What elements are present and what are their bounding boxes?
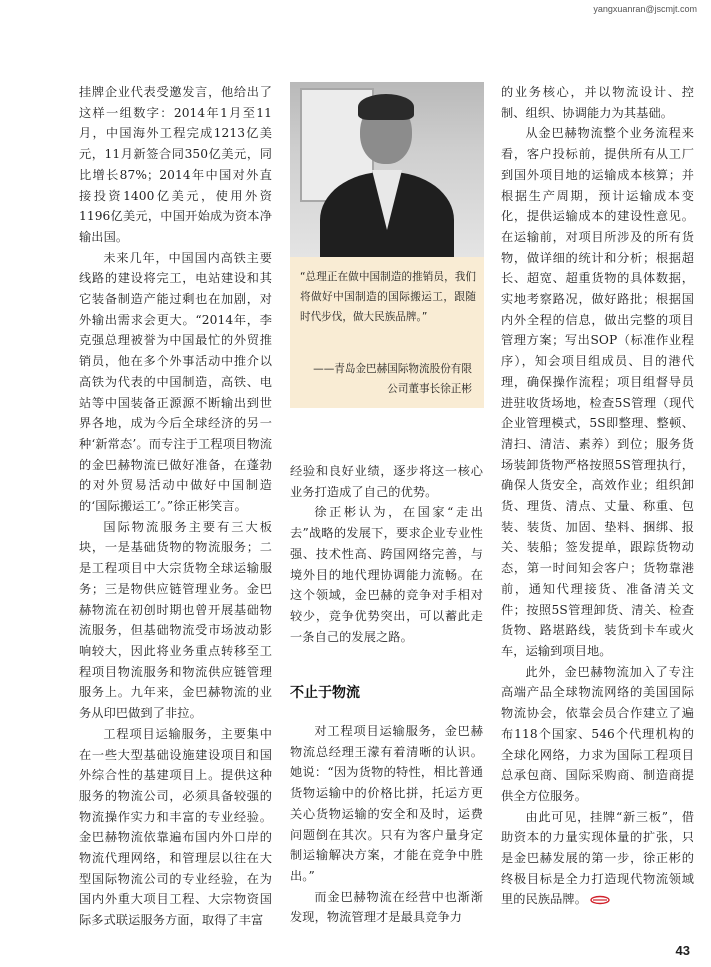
- end-of-article-icon: [590, 895, 610, 905]
- article-column-1: [79, 82, 272, 931]
- article-column-2-continued: [290, 721, 483, 928]
- paragraph: 未来几年，中国国内高铁主要线路的建设将完工，电站建设和其它装备制造产能过剩也在加剧，对外输出需求会更大。“2014年，李克强总理被誉为中国最忙的外贸推销员，他在多个外事活动中推介以高铁为代表的中国制造，高铁、电站等中国装备正源源不断输出到世界各地，成为今后全球经济的另一种‘新常态’。而专注于工程项目物流的金巴赫物流已做好准备，在蓬勃的对外贸易活动中做好中国制造的‘国际搬运工’。”徐正彬笑言。: [79, 250, 272, 514]
- header-email: yangxuanran@jscmjt.com: [593, 4, 697, 14]
- pull-quote-text: “总理正在做中国制造的推销员，我们将做好中国制造的国际搬运工，跟随时代步伐，做大民族品牌。”: [300, 271, 476, 323]
- article-column-2: [290, 461, 483, 647]
- paragraph: [501, 807, 694, 911]
- paragraph: 此外，金巴赫物流加入了专注高端产品全球物流网络的美国国际物流协会，依靠会员合作建立了遍布118个国家、546个代理机构的全球化网络，力求为国际工程项目总承包商、国际采购商、制造商提供全方位服务。: [501, 664, 694, 803]
- pull-quote: [290, 257, 484, 408]
- paragraph: 从金巴赫物流整个业务流程来看，客户投标前，提供所有从工厂到国外项目地的运输成本核算；并根据生产周期，预计运输成本变化，提供运输成本的建设性意见。在运输前，对项目所涉及的所有货物，做详细的统计和分析；根据超长、超宽、超重货物的具体数据，实地考察路况，做好路批；根据国内外全程的信息，做出完整的项目管理方案；写出SOP（标准作业程序），知会项目组成员、目的港代理，确保操作流程；项目组督导员进驻收货场地，检查5S管理（现代企业管理模式，5S即整理、整顿、清扫、清洁、素养）到位；服务货场装卸货物严格按照5S管理执行，确保人货安全，高效作业；组织卸货、理货、清点、丈量、称重、包装、装货、加固、垫料、捆绑、报关、装船；签发提单，跟踪货物动态，第一时间知会客户；货物靠港前，通知代理接货、准备清关文件；按照5S管理卸货、清关、检查货物、路堪路线，装货到卡车或火车，运输到项目地。: [501, 126, 694, 658]
- paragraph: 挂牌企业代表受邀发言，他给出了这样一组数字：2014年1月至11月，中国海外工程完成1213亿美元，11月新签合同350亿美元，同比增长87%；2014年中国对外直接投资1400亿美元，使用外资1196亿美元，中国开始成为资本净输出国。: [79, 85, 272, 244]
- closing-paragraph-text: 由此可见，挂牌“新三板”，借助资本的力量实现体量的扩张，只是金巴赫发展的第一步，徐正彬的终极目标是全力打造现代物流领域里的民族品牌。: [501, 809, 694, 907]
- paragraph: 工程项目运输服务，主要集中在一些大型基础设施建设项目和国外综合性的基建项目上。提供这种服务的物流公司，必须具备较强的物流操作实力和丰富的专业经验。金巴赫物流依靠遍布国内外口岸的物流代理网络，和管理层以往在大型国际物流公司的专业经验，在为国内外重大项目工程、大宗物资国际多式联运服务方面，取得了丰富: [79, 726, 272, 928]
- paragraph: 对工程项目运输服务，金巴赫物流总经理王濛有着清晰的认识。她说：“因为货物的特性，相比普通货物运输中的价格比拼，托运方更关心货物运输的安全和及时，运费问题倒在其次。只有为客户量身定制运输解决方案，才能在竞争中胜出。”: [290, 724, 483, 883]
- article-column-3: [501, 82, 694, 910]
- attribution-line-2: 公司董事长徐正彬: [387, 383, 472, 395]
- section-heading: 不止于物流: [290, 685, 360, 701]
- page-number: 43: [675, 943, 690, 958]
- pull-quote-attribution: [296, 359, 472, 399]
- paragraph: 国际物流服务主要有三大板块，一是基础货物的物流服务；二是工程项目中大宗货物全球运输服务；三是物供应链管理业务。金巴赫物流在初创时期也曾开展基础物流服务，但基础物流受市场波动影响较大，因此将业务重点转移至工程项目物流服务和物流供应链管理服务上。九年来，金巴赫物流的业务从印巴做到了非拉。: [79, 519, 272, 721]
- paragraph: 经验和良好业绩，逐步将这一核心业务打造成了自己的优势。: [290, 464, 483, 499]
- executive-photo: [290, 82, 484, 257]
- attribution-line-1: ——青岛金巴赫国际物流股份有限: [313, 363, 472, 375]
- paragraph: 的业务核心，并以物流设计、控制、组织、协调能力为其基础。: [501, 85, 694, 120]
- photo-hair: [358, 94, 414, 120]
- paragraph: 而金巴赫物流在经营中也渐渐发现，物流管理才是最具竞争力: [290, 889, 483, 925]
- paragraph: 徐正彬认为，在国家“走出去”战略的发展下，要求企业专业性强、技术性高、跨国网络完善，与境外目的地代理协调能力流畅。在这个领域，金巴赫的竞争对手相对较少，竞争优势突出，可以蓄此走一条自己的发展之路。: [290, 505, 483, 644]
